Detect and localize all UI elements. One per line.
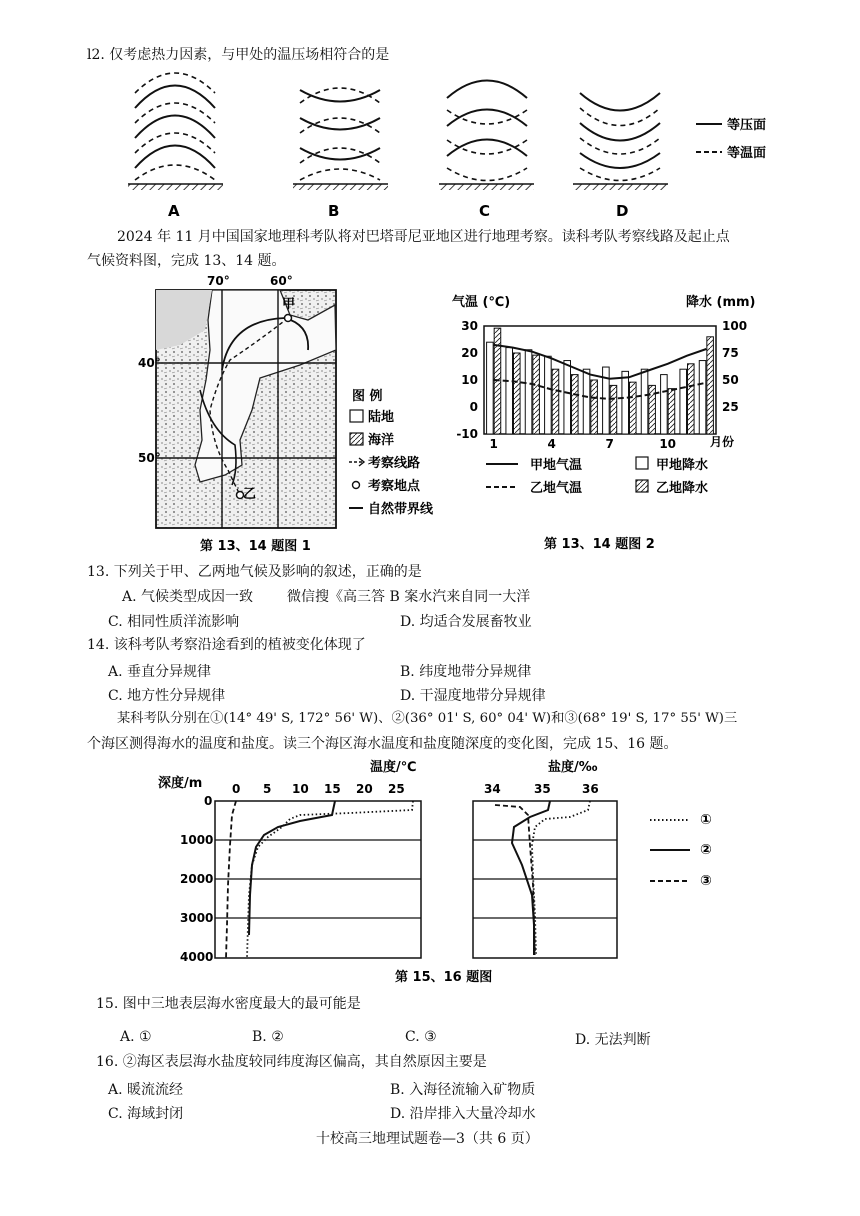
yi-precip-bar <box>572 375 579 434</box>
jia-precip-bar <box>699 361 706 434</box>
lon-label-70: 70° <box>207 274 230 288</box>
precip-tick: 50 <box>722 373 739 387</box>
temp-label: 温度/℃ <box>370 760 417 775</box>
map-legend-title: 图 例 <box>352 389 383 404</box>
q16-option-d[interactable]: D. 沿岸排入大量冷却水 <box>390 1106 536 1122</box>
legend-land: 陆地 <box>368 410 395 425</box>
yi-precip-bar <box>610 385 617 434</box>
legend-isobar: 等压面 <box>727 118 767 133</box>
q16-option-a[interactable]: A. 暖流流经 <box>108 1082 184 1098</box>
legend-jia-temp: 甲地气温 <box>530 458 583 473</box>
yi-precip-bar <box>514 353 521 434</box>
depth-tick-1000: 1000 <box>180 833 214 847</box>
depth-tick-4000: 4000 <box>180 950 214 964</box>
profile-legend-2: ② <box>700 842 712 858</box>
temp-tick-0: 0 <box>232 782 241 796</box>
q13-option-a[interactable]: A. 气候类型成因一致 <box>122 589 254 605</box>
label-jia: 甲 <box>282 297 296 312</box>
jia-precip-bar <box>564 361 571 434</box>
diagram-a <box>128 73 223 190</box>
q16-stem: 16. ②海区表层海水盐度较同纬度海区偏高，其自然原因主要是 <box>96 1054 487 1070</box>
salinity-panel <box>473 782 617 958</box>
yi-precip-bar <box>533 355 540 434</box>
legend-site: 考察地点 <box>368 479 421 494</box>
month-tick: 1 <box>489 437 498 451</box>
temp-tick: 20 <box>461 346 478 360</box>
temp-tick: 0 <box>469 400 478 414</box>
depth-tick-3000: 3000 <box>180 911 214 925</box>
temp-tick-5: 5 <box>263 782 272 796</box>
q13-option-c[interactable]: C. 相同性质洋流影响 <box>108 614 240 630</box>
climate-xlabel: 月份 <box>710 435 735 449</box>
q14-stem: 14. 该科考队考察沿途看到的植被变化体现了 <box>87 637 366 653</box>
profile-caption: 第 15、16 题图 <box>395 970 493 985</box>
legend-boundary: 自然带界线 <box>368 502 434 517</box>
depth-tick-0: 0 <box>204 794 213 808</box>
q15-stem: 15. 图中三地表层海水密度最大的最可能是 <box>96 996 361 1012</box>
profile-legend-1: ① <box>700 812 712 828</box>
q16-option-b[interactable]: B. 入海径流输入矿物质 <box>390 1082 536 1098</box>
sal-tick-36: 36 <box>582 782 599 796</box>
jia-precip-bar <box>641 369 648 434</box>
month-tick: 7 <box>605 437 614 451</box>
temp-tick-10: 10 <box>292 782 309 796</box>
sal-curve-2 <box>512 801 550 955</box>
q14-option-d[interactable]: D. 干湿度地带分异规律 <box>400 688 546 704</box>
sal-curve-1 <box>532 801 590 955</box>
lat-label-50: 50° <box>138 451 161 465</box>
diagram-d <box>573 93 668 190</box>
diagram-b <box>293 88 388 190</box>
q16-option-c[interactable]: C. 海域封闭 <box>108 1106 184 1122</box>
climate-chart <box>440 288 756 556</box>
legend-ocean: 海洋 <box>368 433 395 448</box>
precip-tick: 75 <box>722 346 739 360</box>
patagonia-map <box>140 270 445 558</box>
month-tick: 4 <box>547 437 556 451</box>
option-label-b: B <box>328 202 340 220</box>
option-label-a: A <box>168 202 180 220</box>
temp-tick-15: 15 <box>324 782 341 796</box>
temp-tick: 30 <box>461 319 478 333</box>
yi-precip-bar <box>707 337 714 434</box>
intro-15-16-line2: 个海区测得海水的温度和盐度。读三个海区海水温度和盐度随深度的变化图，完成 15、16 题。 <box>87 736 678 752</box>
climate-ylabel: 气温 (℃) <box>452 295 511 310</box>
legend-jia-precip: 甲地降水 <box>656 458 709 473</box>
yi-precip-bar <box>552 369 559 434</box>
temp-tick: 10 <box>461 373 478 387</box>
q14-option-b[interactable]: B. 纬度地带分异规律 <box>400 664 532 680</box>
temperature-panel <box>180 782 421 964</box>
diagram-c <box>439 81 534 191</box>
legend-isotherm: 等温面 <box>727 146 767 161</box>
legend-yi-precip: 乙地降水 <box>656 481 709 496</box>
jia-precip-bar <box>506 348 513 434</box>
intro-15-16-line1: 某科考队分别在①(14° 49' S, 172° 56' W)、②(36° 01' S, 60° 04' W)和③(68° 19' S, 17° 55' W)三 <box>117 711 738 726</box>
q13-option-d[interactable]: D. 均适合发展畜牧业 <box>400 614 532 630</box>
q15-option-c[interactable]: C. ③ <box>405 1029 437 1045</box>
climate-y2label: 降水 (mm) <box>686 295 756 310</box>
yi-precip-bar <box>668 389 675 434</box>
depth-label: 深度/m <box>158 776 203 791</box>
temp-tick: -10 <box>456 427 478 441</box>
label-yi: 乙 <box>243 487 257 502</box>
intro-13-14-line2: 气候资料图，完成 13、14 题。 <box>87 253 286 269</box>
legend-route: 考察线路 <box>368 456 421 471</box>
yi-precip-bar <box>591 380 598 434</box>
jia-precip-bar <box>622 371 629 434</box>
sal-tick-35: 35 <box>534 782 551 796</box>
precip-tick: 100 <box>722 319 748 333</box>
jia-precip-bar <box>661 375 668 434</box>
jia-precip-bar <box>525 350 532 434</box>
q12-stem: l2. 仅考虑热力因素，与甲处的温压场相符合的是 <box>87 47 390 63</box>
intro-13-14-line1: 2024 年 11 月中国国家地理科考队将对巴塔哥尼亚地区进行地理考察。读科考队考察线路及起止点 <box>117 229 730 245</box>
sal-label: 盐度/‰ <box>548 760 598 775</box>
lat-label-40: 40° <box>138 356 161 370</box>
lon-label-60: 60° <box>270 274 293 288</box>
jia-precip-bar <box>680 369 687 434</box>
jia-precip-bar <box>583 369 590 434</box>
jia-precip-bar <box>545 356 552 434</box>
profile-legend-3: ③ <box>700 873 712 889</box>
jia-precip-bar <box>487 342 494 434</box>
q13-option-b[interactable]: 微信搜《高三答 B 案水汽来自同一大洋 <box>287 589 531 605</box>
site-jia <box>285 315 292 322</box>
q15-option-b[interactable]: B. ② <box>252 1029 284 1045</box>
q15-option-d[interactable]: D. 无法判断 <box>575 1032 651 1048</box>
ocean-profile-chart <box>150 755 750 990</box>
yi-precip-bar <box>688 364 695 434</box>
legend-yi-temp: 乙地气温 <box>530 481 583 496</box>
climate-caption: 第 13、14 题图 2 <box>544 537 655 552</box>
q13-stem: 13. 下列关于甲、乙两地气候及影响的叙述，正确的是 <box>87 564 422 580</box>
q14-option-c[interactable]: C. 地方性分异规律 <box>108 688 226 704</box>
page-footer: 十校高三地理试题卷—3（共 6 页） <box>316 1131 539 1147</box>
q15-option-a[interactable]: A. ① <box>120 1029 152 1045</box>
month-tick: 10 <box>659 437 677 451</box>
map-caption: 第 13、14 题图 1 <box>200 539 311 554</box>
q12-isobar-diagrams <box>110 68 767 223</box>
temp-curve-2 <box>249 801 335 935</box>
temp-tick-20: 20 <box>356 782 373 796</box>
temp-tick-25: 25 <box>388 782 405 796</box>
q14-option-a[interactable]: A. 垂直分异规律 <box>108 664 212 680</box>
precip-tick: 25 <box>722 400 739 414</box>
depth-tick-2000: 2000 <box>180 872 214 886</box>
option-label-d: D <box>616 202 629 220</box>
sal-tick-34: 34 <box>484 782 501 796</box>
option-label-c: C <box>479 202 491 220</box>
yi-precip-bar <box>630 382 637 434</box>
